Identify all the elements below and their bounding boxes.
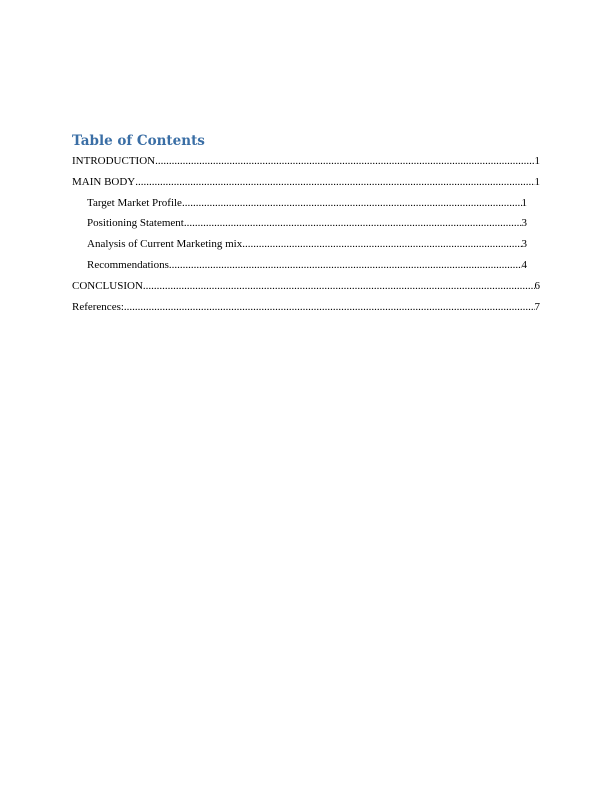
table-of-contents [72,131,542,317]
toc-dot-leader [124,297,535,318]
toc-entry-page: 1 [534,175,540,188]
toc-entry-analysis-marketing-mix[interactable] [72,234,527,255]
toc-entry-introduction[interactable] [72,151,540,172]
toc-entry-page: 1 [534,155,540,167]
toc-entry-page: 6 [534,279,540,292]
toc-dot-leader [182,193,522,214]
toc-dot-leader [135,172,534,193]
toc-entry-title: Analysis of Current Marketing mix [87,238,243,251]
toc-dot-leader [184,213,522,234]
toc-dot-leader [143,276,535,297]
toc-entry-title: MAIN BODY [72,175,136,188]
toc-entry-page: 3 [521,238,527,251]
toc-entry-main-body[interactable] [72,172,540,193]
toc-entry-title: Recommendations [87,258,169,271]
toc-list [72,151,542,317]
toc-entry-references[interactable] [72,297,540,318]
toc-entry-positioning-statement[interactable] [72,213,527,234]
toc-entry-recommendations[interactable] [72,255,527,276]
toc-entry-page: 3 [521,217,527,230]
toc-entry-page: 4 [521,258,527,271]
toc-entry-title: Target Market Profile [87,196,182,209]
toc-dot-leader [155,151,534,172]
toc-entry-target-market-profile[interactable] [72,193,527,214]
toc-entry-title: CONCLUSION [72,279,143,292]
toc-entry-title: Positioning Statement [87,217,184,230]
toc-entry-conclusion[interactable] [72,276,540,297]
toc-heading: Table of Contents [72,133,205,149]
toc-dot-leader [242,234,521,255]
toc-entry-page: 7 [534,300,540,313]
toc-entry-title: INTRODUCTION [72,155,156,167]
toc-entry-title: References: [72,300,124,313]
toc-entry-page: 1 [521,196,527,209]
toc-dot-leader [169,255,522,276]
